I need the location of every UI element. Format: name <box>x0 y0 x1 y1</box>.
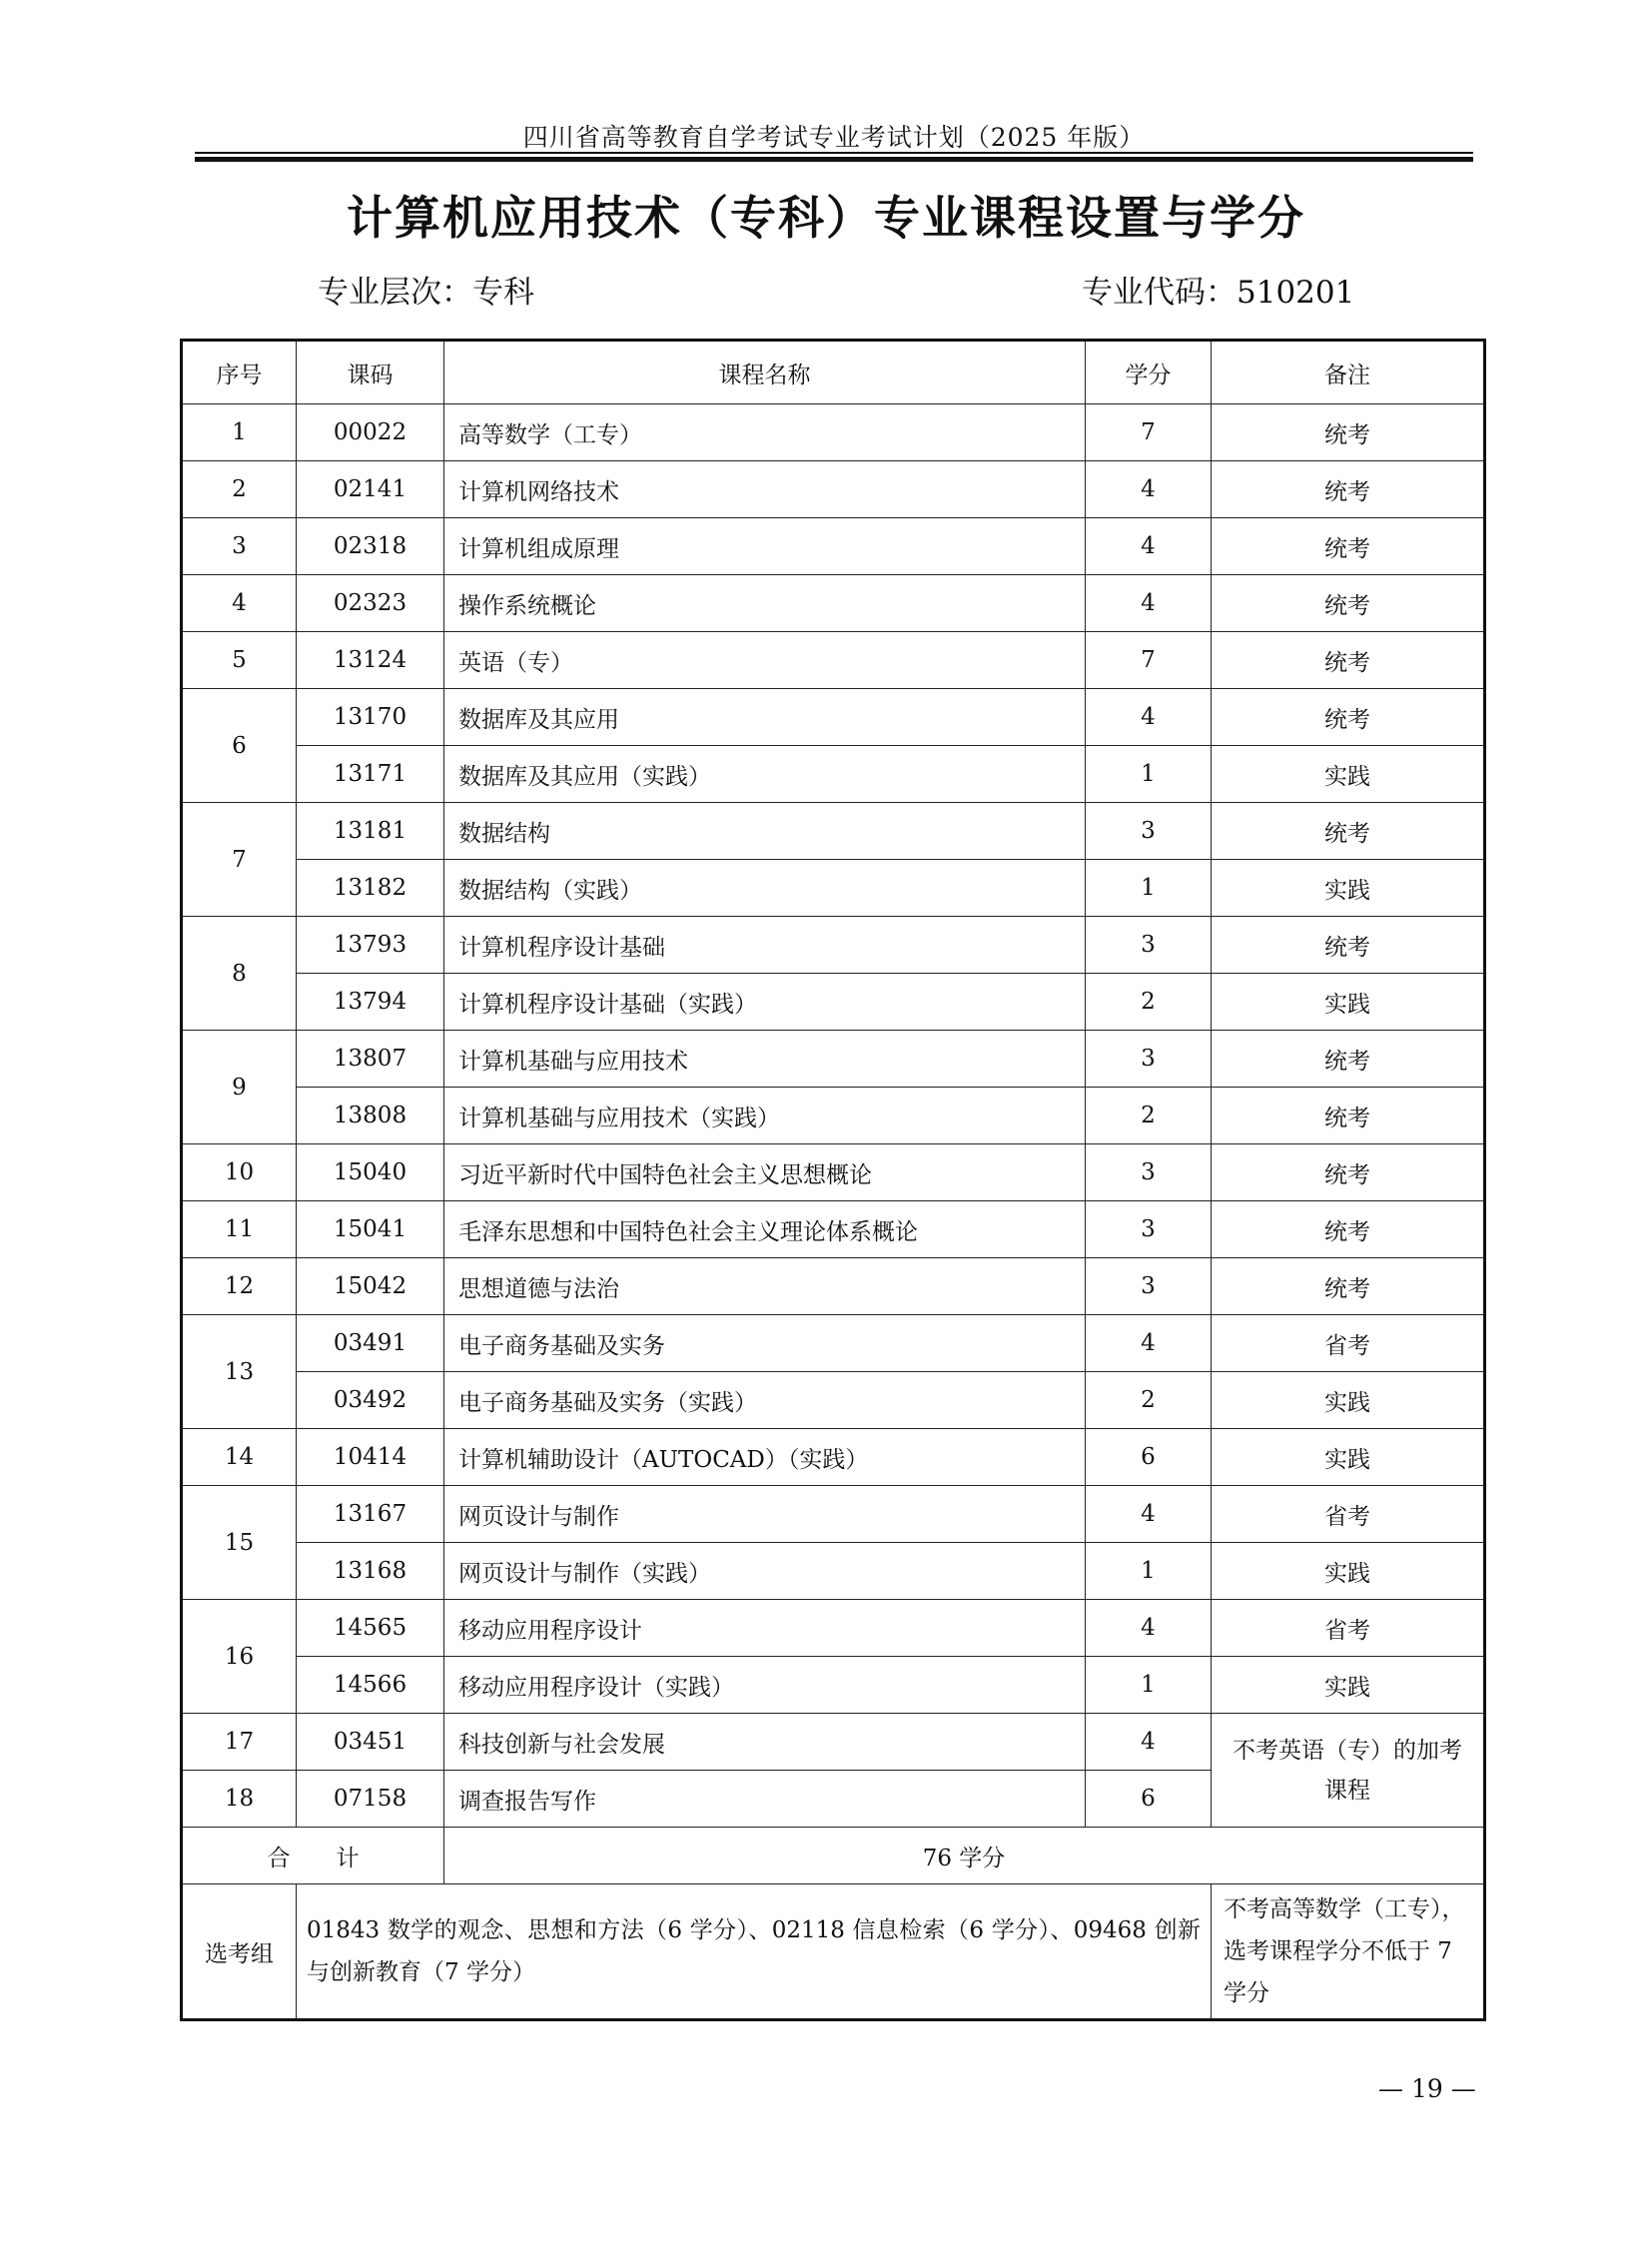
header-note: 备注 <box>1212 341 1485 404</box>
table-row <box>182 404 1485 461</box>
code-cell: 03451 <box>297 1714 444 1771</box>
seq-cell: 14 <box>182 1429 297 1486</box>
header-rule-thin <box>195 152 1473 154</box>
code-cell: 14565 <box>297 1600 444 1657</box>
page-number: — 19 — <box>1378 2074 1476 2103</box>
code-cell: 15042 <box>297 1258 444 1315</box>
name-cell: 高等数学（工专） <box>444 404 1086 461</box>
code-cell: 02323 <box>297 575 444 632</box>
name-cell: 英语（专） <box>444 632 1086 689</box>
total-value: 76 学分 <box>444 1828 1485 1884</box>
seq-cell: 8 <box>182 917 297 1031</box>
seq-cell: 1 <box>182 404 297 461</box>
note-cell: 统考 <box>1212 1258 1485 1315</box>
header-credit: 学分 <box>1086 341 1212 404</box>
code-cell: 13167 <box>297 1486 444 1543</box>
credit-cell: 2 <box>1086 1088 1212 1144</box>
name-cell: 移动应用程序设计（实践） <box>444 1657 1086 1714</box>
note-cell: 统考 <box>1212 689 1485 746</box>
note-cell: 统考 <box>1212 575 1485 632</box>
note-cell: 统考 <box>1212 404 1485 461</box>
course-table <box>180 339 1486 2021</box>
credit-cell: 1 <box>1086 1657 1212 1714</box>
major-code-label: 专业代码： <box>1082 275 1237 311</box>
note-cell: 实践 <box>1212 860 1485 917</box>
major-code <box>1082 267 1354 312</box>
header-name: 课程名称 <box>444 341 1086 404</box>
elective-note: 不考高等数学（工专），选考课程学分不低于 7 学分 <box>1212 1884 1485 2020</box>
elective-row <box>182 1884 1485 2020</box>
code-cell: 15040 <box>297 1144 444 1201</box>
code-cell: 00022 <box>297 404 444 461</box>
table-row <box>182 575 1485 632</box>
code-cell: 13808 <box>297 1088 444 1144</box>
table-row <box>182 974 1485 1031</box>
credit-cell: 4 <box>1086 1600 1212 1657</box>
seq-cell: 10 <box>182 1144 297 1201</box>
credit-cell: 4 <box>1086 1714 1212 1771</box>
code-cell: 13182 <box>297 860 444 917</box>
note-cell: 实践 <box>1212 746 1485 803</box>
credit-cell: 4 <box>1086 575 1212 632</box>
note-cell: 实践 <box>1212 1657 1485 1714</box>
credit-cell: 4 <box>1086 518 1212 575</box>
credit-cell: 3 <box>1086 1201 1212 1258</box>
note-cell: 统考 <box>1212 461 1485 518</box>
table-row <box>182 1429 1485 1486</box>
note-cell: 统考 <box>1212 803 1485 860</box>
seq-cell: 6 <box>182 689 297 803</box>
seq-cell: 17 <box>182 1714 297 1771</box>
name-cell: 计算机辅助设计（AUTOCAD）（实践） <box>444 1429 1086 1486</box>
name-cell: 计算机基础与应用技术（实践） <box>444 1088 1086 1144</box>
table-row <box>182 1543 1485 1600</box>
table-row <box>182 461 1485 518</box>
name-cell: 计算机组成原理 <box>444 518 1086 575</box>
name-cell: 电子商务基础及实务（实践） <box>444 1372 1086 1429</box>
name-cell: 数据库及其应用 <box>444 689 1086 746</box>
page-title: 计算机应用技术（专科）专业课程设置与学分 <box>347 191 1305 245</box>
running-header: 四川省高等教育自学考试专业考试计划（2025 年版） <box>522 123 1146 152</box>
table-row <box>182 1315 1485 1372</box>
note-cell: 统考 <box>1212 1201 1485 1258</box>
name-cell: 网页设计与制作 <box>444 1486 1086 1543</box>
note-cell: 省考 <box>1212 1486 1485 1543</box>
credit-cell: 3 <box>1086 803 1212 860</box>
code-cell: 13168 <box>297 1543 444 1600</box>
table-row <box>182 746 1485 803</box>
credit-cell: 2 <box>1086 974 1212 1031</box>
seq-cell: 3 <box>182 518 297 575</box>
name-cell: 思想道德与法治 <box>444 1258 1086 1315</box>
credit-cell: 2 <box>1086 1372 1212 1429</box>
seq-cell: 16 <box>182 1600 297 1714</box>
credit-cell: 1 <box>1086 1543 1212 1600</box>
name-cell: 数据库及其应用（实践） <box>444 746 1086 803</box>
code-cell: 13793 <box>297 917 444 974</box>
seq-cell: 12 <box>182 1258 297 1315</box>
credit-cell: 3 <box>1086 1258 1212 1315</box>
name-cell: 数据结构（实践） <box>444 860 1086 917</box>
major-code-value: 510201 <box>1237 275 1355 311</box>
table-row <box>182 803 1485 860</box>
elective-label: 选考组 <box>182 1884 297 2020</box>
total-row <box>182 1828 1485 1884</box>
table-row <box>182 1600 1485 1657</box>
code-cell: 13124 <box>297 632 444 689</box>
note-cell: 省考 <box>1212 1600 1485 1657</box>
credit-cell: 3 <box>1086 1031 1212 1088</box>
major-level: 专业层次：专科 <box>318 275 534 311</box>
code-cell: 07158 <box>297 1771 444 1828</box>
header-rule-thick <box>195 157 1473 162</box>
table-row <box>182 1031 1485 1088</box>
table-row <box>182 1144 1485 1201</box>
name-cell: 科技创新与社会发展 <box>444 1714 1086 1771</box>
code-cell: 02141 <box>297 461 444 518</box>
table-row <box>182 1486 1485 1543</box>
name-cell: 计算机基础与应用技术 <box>444 1031 1086 1088</box>
note-cell: 实践 <box>1212 1543 1485 1600</box>
name-cell: 习近平新时代中国特色社会主义思想概论 <box>444 1144 1086 1201</box>
table-row <box>182 1258 1485 1315</box>
table-header-row <box>182 341 1485 404</box>
name-cell: 网页设计与制作（实践） <box>444 1543 1086 1600</box>
total-label: 合 计 <box>182 1828 444 1884</box>
note-cell: 统考 <box>1212 1144 1485 1201</box>
seq-cell: 2 <box>182 461 297 518</box>
code-cell: 13807 <box>297 1031 444 1088</box>
name-cell: 调查报告写作 <box>444 1771 1086 1828</box>
credit-cell: 4 <box>1086 1315 1212 1372</box>
note-cell: 不考英语（专）的加考课程 <box>1212 1714 1485 1828</box>
name-cell: 数据结构 <box>444 803 1086 860</box>
credit-cell: 4 <box>1086 461 1212 518</box>
seq-cell: 15 <box>182 1486 297 1600</box>
note-cell: 实践 <box>1212 1372 1485 1429</box>
credit-cell: 4 <box>1086 689 1212 746</box>
name-cell: 毛泽东思想和中国特色社会主义理论体系概论 <box>444 1201 1086 1258</box>
credit-cell: 6 <box>1086 1771 1212 1828</box>
table-row <box>182 860 1485 917</box>
table-row <box>182 518 1485 575</box>
note-cell: 统考 <box>1212 632 1485 689</box>
seq-cell: 7 <box>182 803 297 917</box>
credit-cell: 3 <box>1086 917 1212 974</box>
seq-cell: 18 <box>182 1771 297 1828</box>
note-cell: 统考 <box>1212 917 1485 974</box>
table-row <box>182 1657 1485 1714</box>
table-row <box>182 917 1485 974</box>
table-row <box>182 1714 1485 1771</box>
code-cell: 03492 <box>297 1372 444 1429</box>
seq-cell: 9 <box>182 1031 297 1144</box>
note-cell: 统考 <box>1212 1031 1485 1088</box>
code-cell: 03491 <box>297 1315 444 1372</box>
code-cell: 10414 <box>297 1429 444 1486</box>
credit-cell: 1 <box>1086 860 1212 917</box>
credit-cell: 7 <box>1086 404 1212 461</box>
credit-cell: 3 <box>1086 1144 1212 1201</box>
seq-cell: 13 <box>182 1315 297 1429</box>
code-cell: 13171 <box>297 746 444 803</box>
credit-cell: 6 <box>1086 1429 1212 1486</box>
credit-cell: 4 <box>1086 1486 1212 1543</box>
elective-courses: 01843 数学的观念、思想和方法（6 学分）、02118 信息检索（6 学分）、09468 创新与创新教育（7 学分） <box>297 1884 1212 2020</box>
note-cell: 统考 <box>1212 518 1485 575</box>
table-row <box>182 632 1485 689</box>
code-cell: 02318 <box>297 518 444 575</box>
table-row <box>182 1088 1485 1144</box>
seq-cell: 5 <box>182 632 297 689</box>
code-cell: 14566 <box>297 1657 444 1714</box>
note-cell: 省考 <box>1212 1315 1485 1372</box>
header-code: 课码 <box>297 341 444 404</box>
table-row <box>182 1201 1485 1258</box>
name-cell: 计算机程序设计基础 <box>444 917 1086 974</box>
name-cell: 计算机网络技术 <box>444 461 1086 518</box>
code-cell: 13794 <box>297 974 444 1031</box>
code-cell: 13181 <box>297 803 444 860</box>
seq-cell: 11 <box>182 1201 297 1258</box>
code-cell: 13170 <box>297 689 444 746</box>
name-cell: 电子商务基础及实务 <box>444 1315 1086 1372</box>
name-cell: 计算机程序设计基础（实践） <box>444 974 1086 1031</box>
table-row <box>182 1372 1485 1429</box>
note-cell: 统考 <box>1212 1088 1485 1144</box>
header-seq: 序号 <box>182 341 297 404</box>
code-cell: 15041 <box>297 1201 444 1258</box>
note-cell: 实践 <box>1212 974 1485 1031</box>
table-row <box>182 689 1485 746</box>
note-cell: 实践 <box>1212 1429 1485 1486</box>
name-cell: 操作系统概论 <box>444 575 1086 632</box>
credit-cell: 7 <box>1086 632 1212 689</box>
name-cell: 移动应用程序设计 <box>444 1600 1086 1657</box>
credit-cell: 1 <box>1086 746 1212 803</box>
seq-cell: 4 <box>182 575 297 632</box>
